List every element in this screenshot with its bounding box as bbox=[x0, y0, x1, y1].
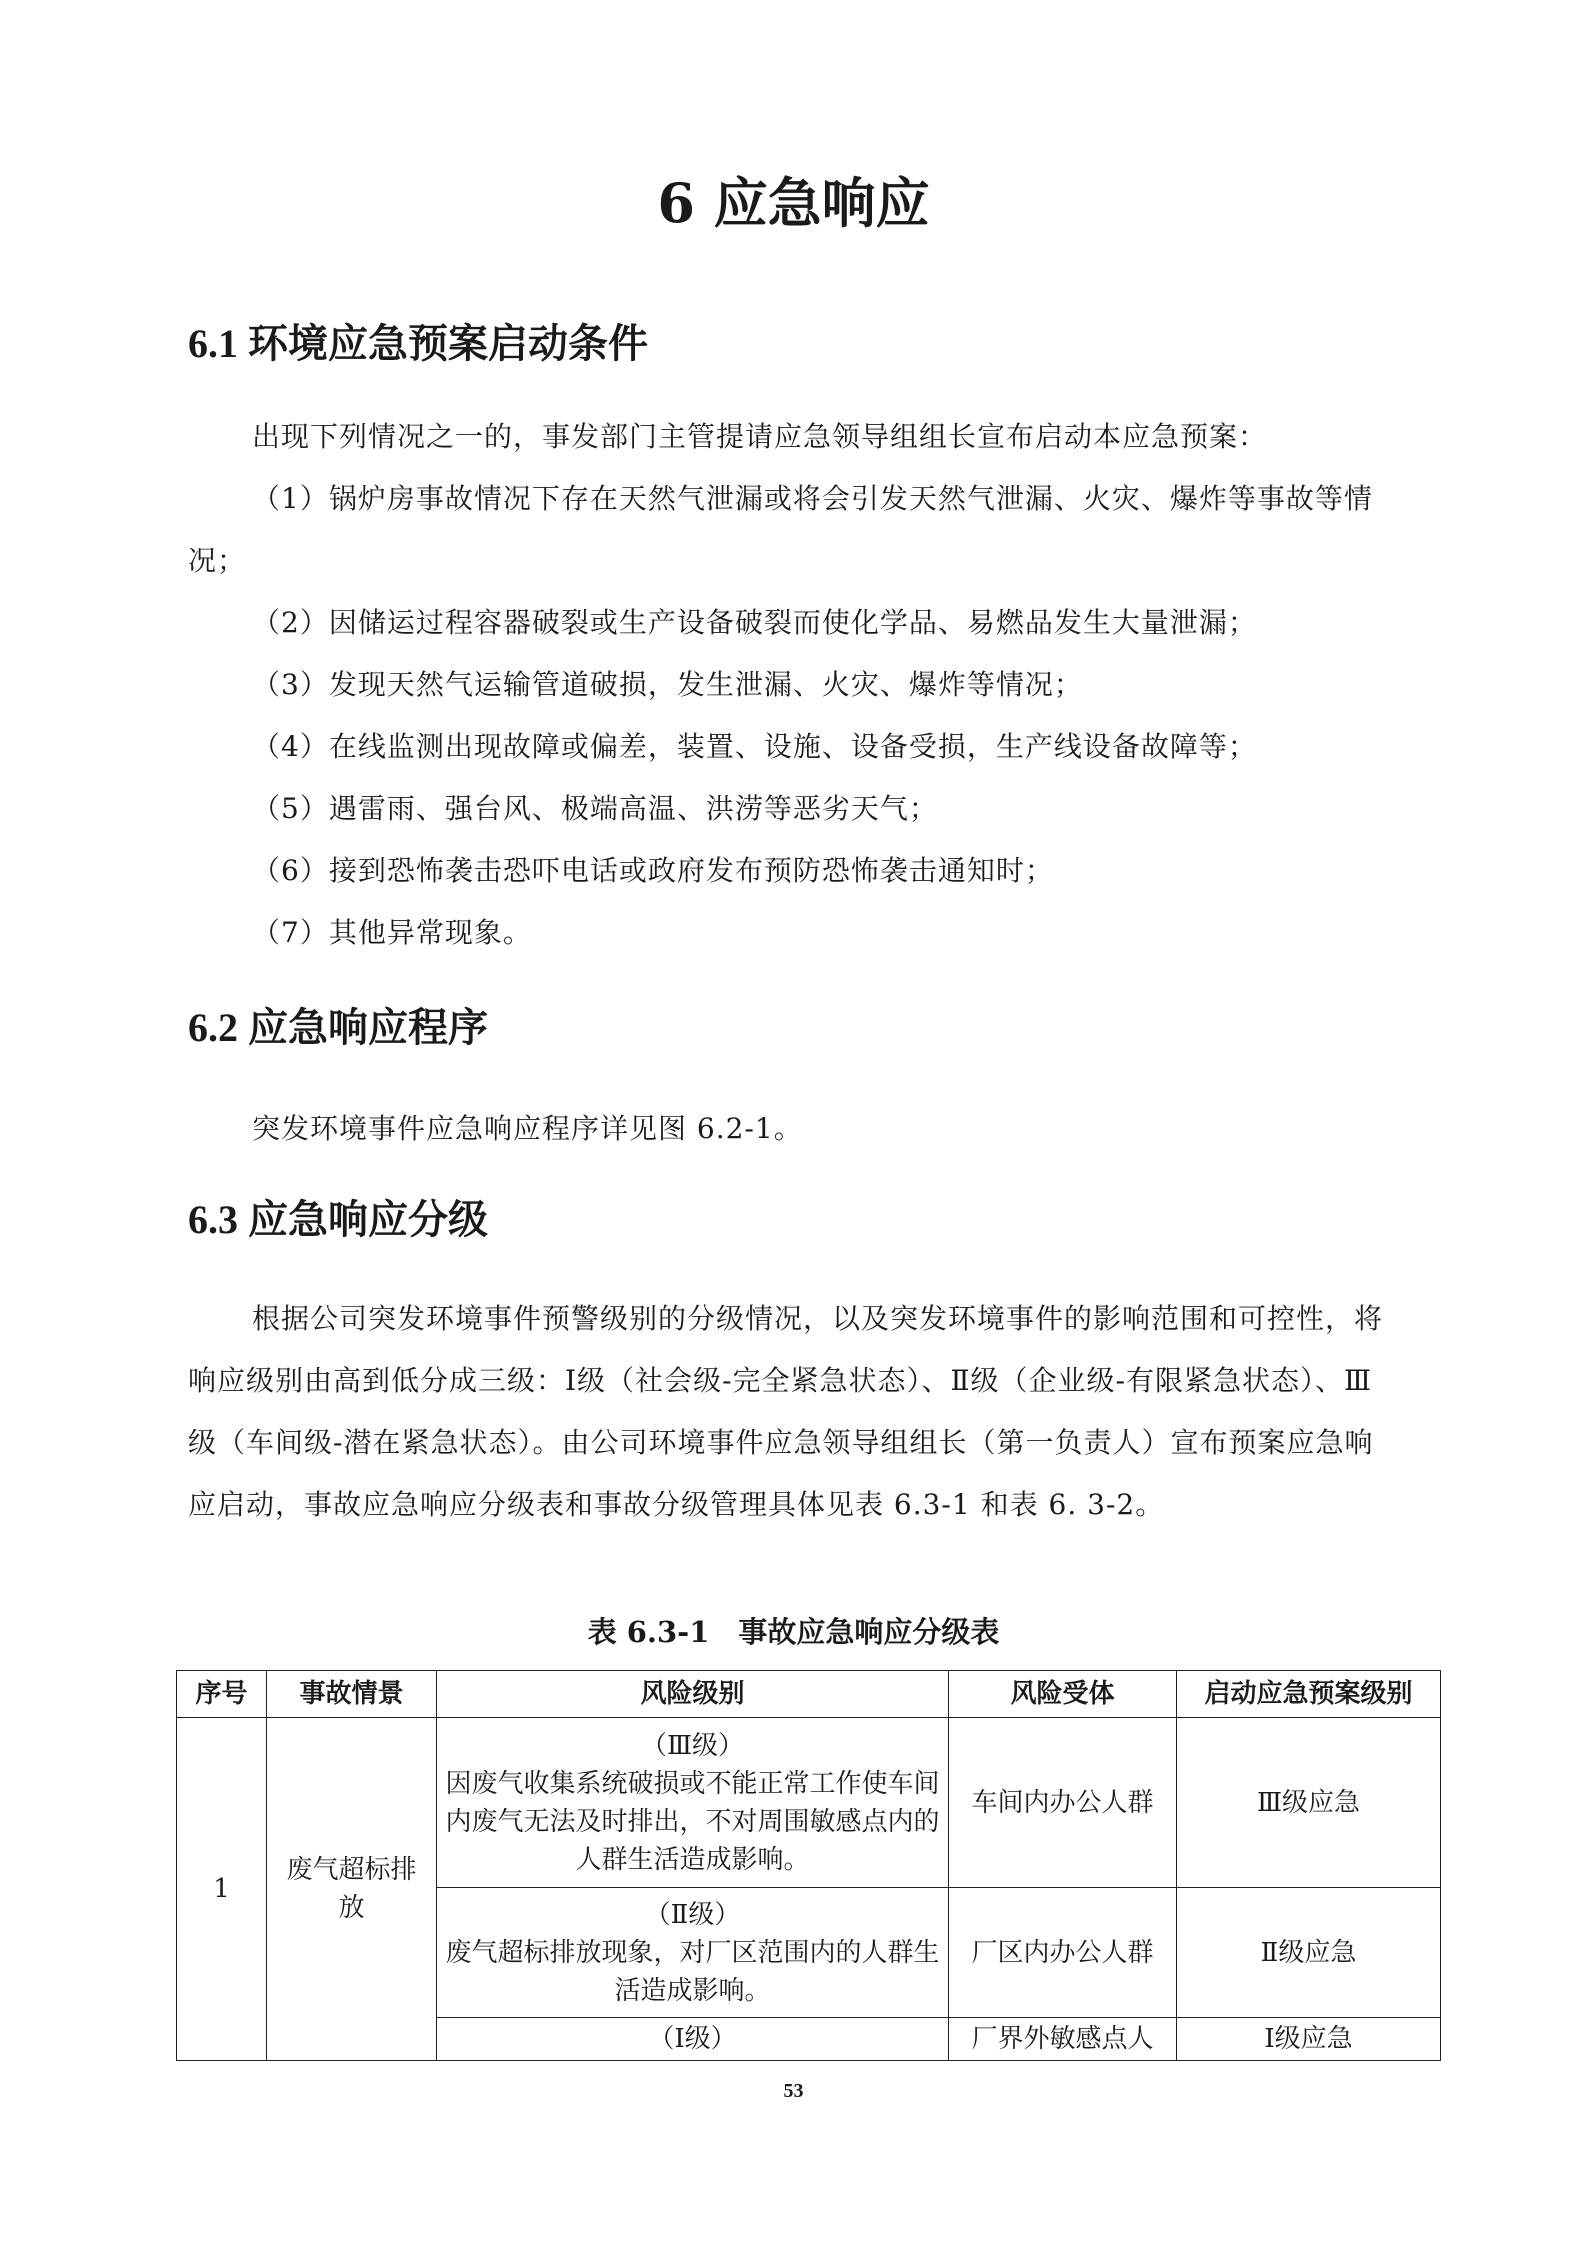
column-header: 风险受体 bbox=[949, 1671, 1177, 1718]
list-item: （6）接到恐怖袭击恐吓电话或政府发布预防恐怖袭击通知时； bbox=[252, 854, 1054, 887]
section-number: 6.1 bbox=[188, 321, 238, 366]
risk-level-label: （Ⅲ级） bbox=[640, 1730, 745, 1761]
list-item: （7）其他异常现象。 bbox=[252, 916, 532, 949]
section-number: 6.3 bbox=[188, 1197, 238, 1242]
response-level-cell: Ⅲ级应急 bbox=[1177, 1718, 1441, 1888]
row-number-cell: 1 bbox=[177, 1718, 267, 2061]
startup-conditions-list bbox=[188, 468, 1400, 964]
risk-level-cell bbox=[437, 1888, 949, 2018]
table-row bbox=[177, 1718, 1441, 1888]
receptor-cell: 厂区内办公人群 bbox=[949, 1888, 1177, 2018]
column-header: 序号 bbox=[177, 1671, 267, 1718]
section-heading-6-1 bbox=[188, 316, 648, 372]
list-item: （3）发现天然气运输管道破损，发生泄漏、火灾、爆炸等情况； bbox=[252, 668, 1083, 701]
list-item: （5）遇雷雨、强台风、极端高温、洪涝等恶劣天气； bbox=[252, 792, 938, 825]
risk-description: 废气超标排放现象，对厂区范围内的人群生活造成影响。 bbox=[445, 1937, 940, 2006]
table-caption: 表 6.3-1 事故应急响应分级表 bbox=[587, 1615, 1000, 1649]
list-item: （1）锅炉房事故情况下存在天然气泄漏或将会引发天然气泄漏、火灾、爆炸等事故等情况； bbox=[188, 482, 1373, 577]
receptor-cell: 厂界外敏感点人 bbox=[949, 2018, 1177, 2061]
section-title: 应急响应程序 bbox=[248, 1004, 488, 1051]
risk-level-cell bbox=[437, 1718, 949, 1888]
receptor-cell: 车间内办公人群 bbox=[949, 1718, 1177, 1888]
section-title: 环境应急预案启动条件 bbox=[248, 320, 648, 367]
risk-level-label: （Ⅰ级） bbox=[648, 2024, 737, 2054]
column-header: 事故情景 bbox=[267, 1671, 437, 1718]
section-title: 应急响应分级 bbox=[248, 1196, 488, 1243]
response-level-table bbox=[176, 1670, 1441, 2061]
risk-level-label: （Ⅱ级） bbox=[644, 1899, 741, 1930]
table-header-row bbox=[177, 1671, 1441, 1718]
risk-level-cell bbox=[437, 2018, 949, 2061]
column-header: 启动应急预案级别 bbox=[1177, 1671, 1441, 1718]
response-level-cell: Ⅱ级应急 bbox=[1177, 1888, 1441, 2018]
section-heading-6-3 bbox=[188, 1192, 488, 1248]
page-number: 53 bbox=[783, 2080, 804, 2102]
section-6-1-intro: 出现下列情况之一的，事发部门主管提请应急领导组组长宣布启动本应急预案： bbox=[252, 420, 1268, 453]
page-title: 6 应急响应 bbox=[657, 171, 930, 235]
risk-description: 因废气收集系统破损或不能正常工作使车间内废气无法及时排出，不对周围敏感点内的人群生活造成影响。 bbox=[445, 1768, 940, 1875]
list-item: （4）在线监测出现故障或偏差，装置、设施、设备受损，生产线设备故障等； bbox=[252, 730, 1257, 763]
section-6-3-text: 根据公司突发环境事件预警级别的分级情况，以及突发环境事件的影响范围和可控性，将响应级别由高到低分成三级：Ⅰ级（社会级-完全紧急状态）、Ⅱ级（企业级-有限紧急状态）、Ⅲ级（车间级-潜在紧急状态）。由公司环境事件应急领导组组长（第一负责人）宣布预案应急响应启动，事故应急响应分级表和事故分级管理具体见表 6.3-1 和表 6. 3-2。 bbox=[188, 1302, 1384, 1521]
column-header: 风险级别 bbox=[437, 1671, 949, 1718]
section-6-2-text: 突发环境事件应急响应程序详见图 6.2-1。 bbox=[252, 1112, 803, 1145]
section-number: 6.2 bbox=[188, 1005, 238, 1050]
scenario-cell: 废气超标排放 bbox=[267, 1718, 437, 2061]
section-heading-6-2 bbox=[188, 1000, 488, 1056]
response-level-cell: Ⅰ级应急 bbox=[1177, 2018, 1441, 2061]
list-item: （2）因储运过程容器破裂或生产设备破裂而使化学品、易燃品发生大量泄漏； bbox=[252, 606, 1257, 639]
